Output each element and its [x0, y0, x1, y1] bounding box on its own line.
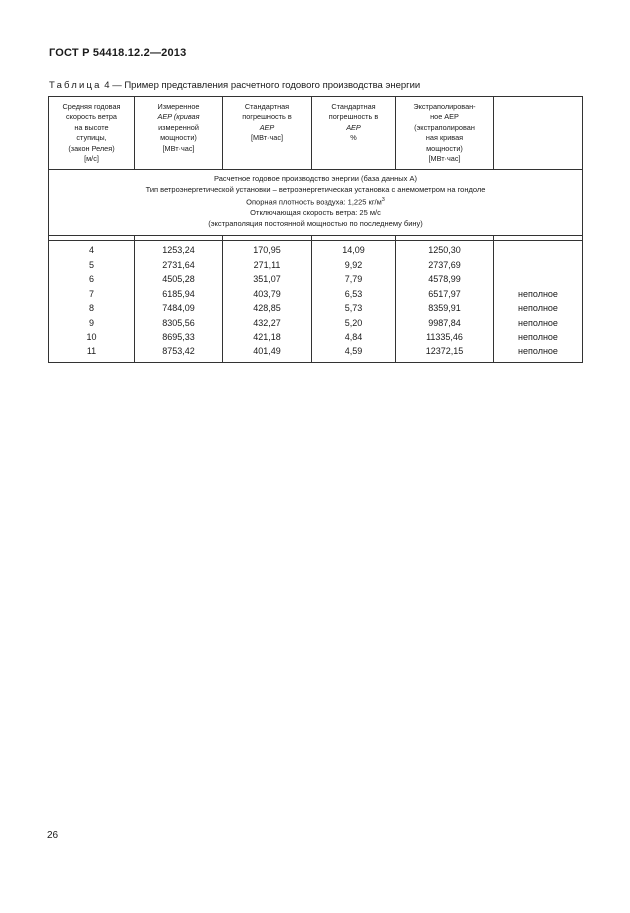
- std-uncertainty-percent-cell: 4,84: [312, 330, 396, 344]
- table-row: [49, 301, 583, 315]
- page-number: 26: [47, 830, 59, 841]
- table-row: [49, 330, 583, 344]
- extrapolated-aep-cell: 4578,99: [396, 272, 494, 286]
- document-code: ГОСТ Р 54418.12.2—2013: [49, 47, 187, 59]
- measured-aep-cell: 7484,09: [135, 301, 223, 315]
- table-caption-text: 4 — Пример представления расчетного годового производства энергии: [101, 80, 421, 91]
- std-uncertainty-mwh-cell: 421,18: [223, 330, 312, 344]
- measured-aep-cell: 8753,42: [135, 344, 223, 362]
- status-cell: неполное: [494, 301, 583, 315]
- std-uncertainty-percent-cell: 7,79: [312, 272, 396, 286]
- info-line-database: Расчетное годовое производство энергии (база данных А): [214, 174, 417, 183]
- table-row: [49, 241, 583, 258]
- measured-aep-cell: 2731,64: [135, 258, 223, 272]
- status-cell: [494, 258, 583, 272]
- info-line-air-density: Опорная плотность воздуха: 1,225 $кг/м^3$: [246, 197, 385, 207]
- wind-speed-cell: 10: [49, 330, 135, 344]
- column-header-extrapolated-aep: Экстраполирован- ное AEP (экстраполирован ная кривая мощности) [МВт·час]: [396, 97, 494, 170]
- std-uncertainty-percent-cell: 5,73: [312, 301, 396, 315]
- std-uncertainty-percent-cell: 9,92: [312, 258, 396, 272]
- extrapolated-aep-cell: 12372,15: [396, 344, 494, 362]
- table-caption: [49, 80, 420, 91]
- measured-aep-cell: 8695,33: [135, 330, 223, 344]
- info-line-cutout-speed: Отключающая скорость ветра: 25 м/с: [250, 208, 381, 218]
- std-uncertainty-mwh-cell: 432,27: [223, 316, 312, 330]
- wind-speed-cell: 9: [49, 316, 135, 330]
- table-body: [49, 241, 583, 362]
- measured-aep-cell: 6185,94: [135, 287, 223, 301]
- table-row: [49, 258, 583, 272]
- status-cell: [494, 241, 583, 258]
- wind-speed-cell: 5: [49, 258, 135, 272]
- std-uncertainty-percent-cell: 6,53: [312, 287, 396, 301]
- status-cell: неполное: [494, 344, 583, 362]
- column-header-std-uncertainty-mwh: Стандартная погрешность в AEP [МВт·час]: [223, 97, 312, 170]
- extrapolated-aep-cell: 11335,46: [396, 330, 494, 344]
- status-cell: неполное: [494, 287, 583, 301]
- std-uncertainty-mwh-cell: 428,85: [223, 301, 312, 315]
- std-uncertainty-mwh-cell: 170,95: [223, 241, 312, 258]
- wind-speed-cell: 11: [49, 344, 135, 362]
- extrapolated-aep-cell: 2737,69: [396, 258, 494, 272]
- column-header-std-uncertainty-percent: Стандартная погрешность в AEP %: [312, 97, 396, 170]
- std-uncertainty-mwh-cell: 351,07: [223, 272, 312, 286]
- std-uncertainty-percent-cell: 5,20: [312, 316, 396, 330]
- measured-aep-cell: 8305,56: [135, 316, 223, 330]
- extrapolated-aep-cell: 1250,30: [396, 241, 494, 258]
- aep-table-container: [48, 96, 582, 363]
- status-cell: [494, 272, 583, 286]
- table-caption-prefix: Таблица: [49, 80, 102, 91]
- wind-speed-cell: 8: [49, 301, 135, 315]
- std-uncertainty-mwh-cell: 403,79: [223, 287, 312, 301]
- table-row: [49, 344, 583, 362]
- column-header-status: [494, 97, 583, 170]
- table-row: [49, 272, 583, 286]
- measured-aep-cell: 4505,28: [135, 272, 223, 286]
- table-info-block: [49, 170, 583, 236]
- std-uncertainty-percent-cell: 4,59: [312, 344, 396, 362]
- info-line-turbine-type: Тип ветроэнергетической установки – ветроэнергетическая установка с анемометром на гондоле: [145, 184, 486, 194]
- extrapolated-aep-cell: 8359,91: [396, 301, 494, 315]
- column-header-measured-aep: Измеренное AEP (кривая измеренной мощности) [МВт·час]: [135, 97, 223, 170]
- table-row: [49, 316, 583, 330]
- std-uncertainty-mwh-cell: 401,49: [223, 344, 312, 362]
- extrapolated-aep-cell: 6517,97: [396, 287, 494, 301]
- status-cell: неполное: [494, 316, 583, 330]
- extrapolated-aep-cell: 9987,84: [396, 316, 494, 330]
- std-uncertainty-mwh-cell: 271,11: [223, 258, 312, 272]
- std-uncertainty-percent-cell: 14,09: [312, 241, 396, 258]
- column-header-wind-speed: Средняя годовая скорость ветра на высоте ступицы, (закон Релея) [м/с]: [49, 97, 135, 170]
- wind-speed-cell: 7: [49, 287, 135, 301]
- aep-table: [48, 96, 583, 363]
- info-line-extrapolation: (экстраполяция постоянной мощностью по последнему бину): [208, 218, 423, 228]
- status-cell: неполное: [494, 330, 583, 344]
- table-row: [49, 287, 583, 301]
- wind-speed-cell: 6: [49, 272, 135, 286]
- wind-speed-cell: 4: [49, 241, 135, 258]
- measured-aep-cell: 1253,24: [135, 241, 223, 258]
